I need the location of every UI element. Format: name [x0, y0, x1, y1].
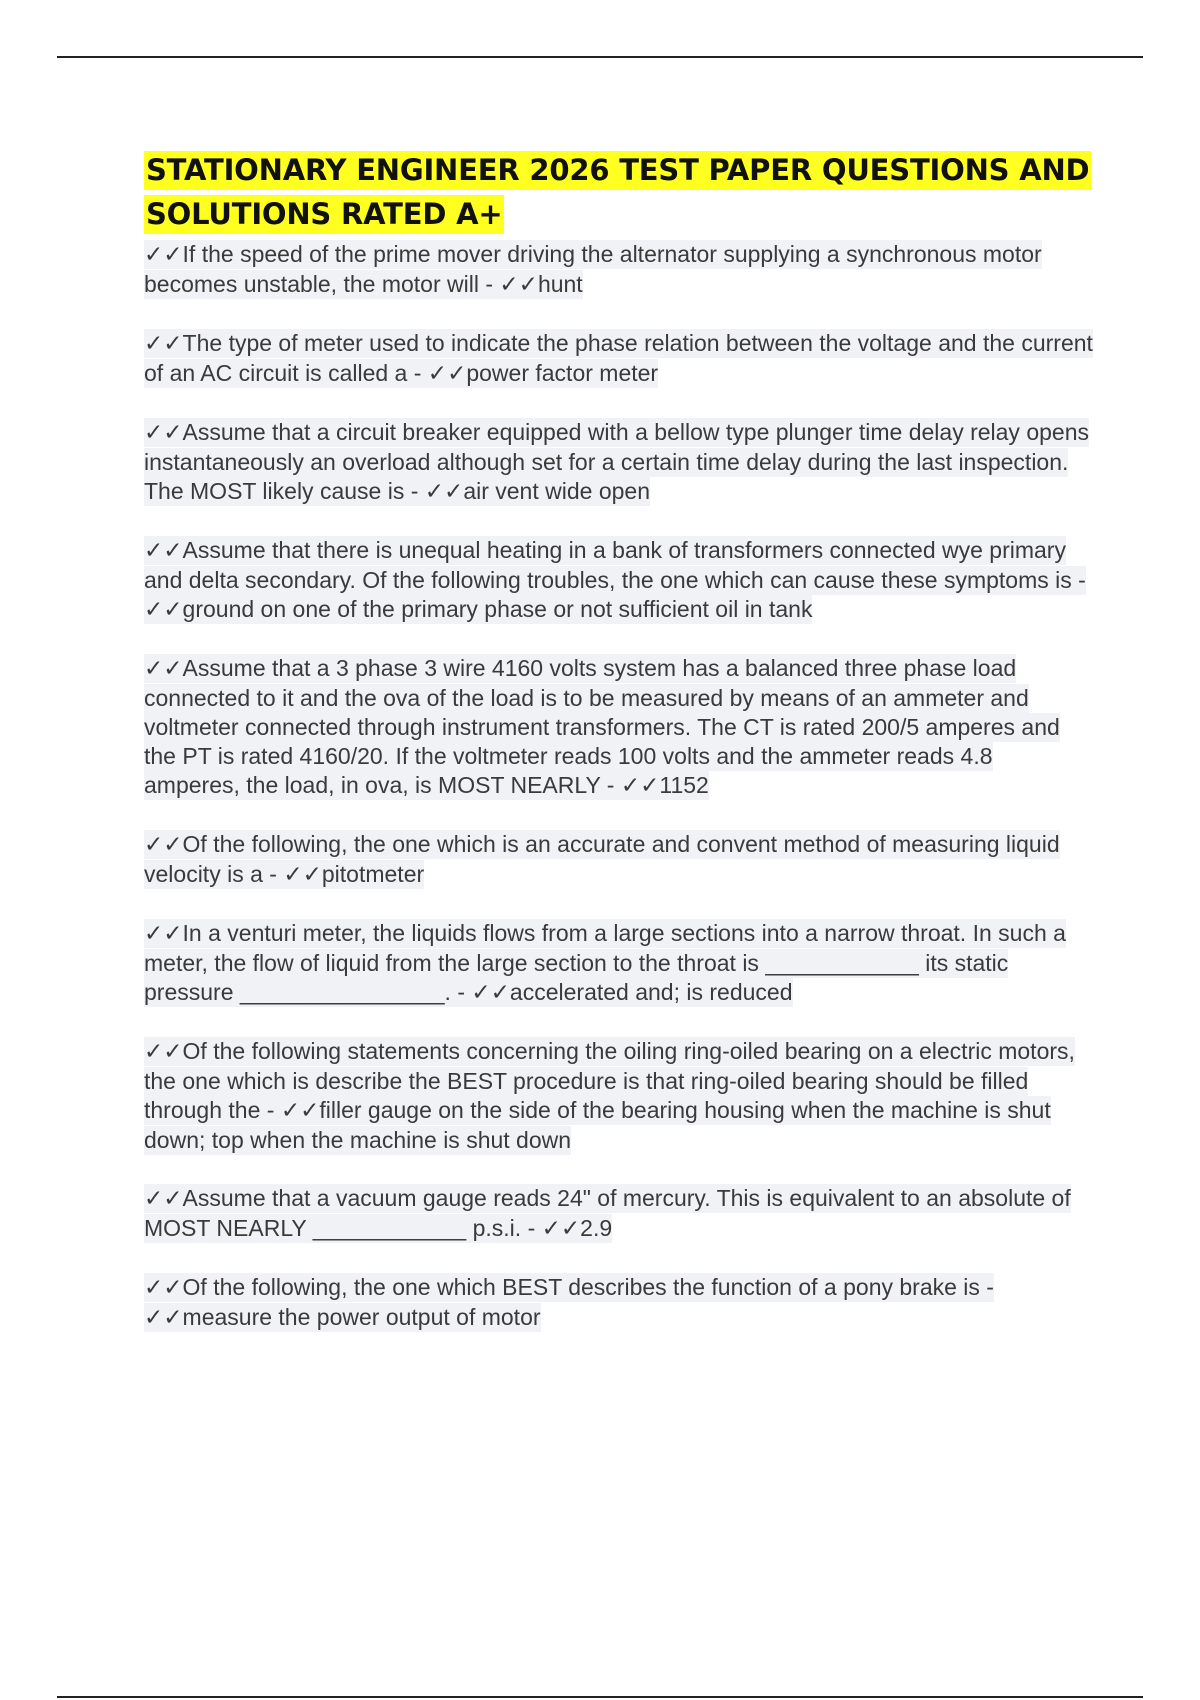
qa-item	[144, 1184, 1094, 1244]
answer-text: ground on one of the primary phase or not sufficient oil in tank	[182, 596, 813, 622]
double-check-icon: ✓✓	[499, 272, 538, 298]
answer-text: 2.9	[580, 1215, 613, 1241]
qa-item	[144, 919, 1094, 1008]
double-check-icon: ✓✓	[427, 361, 467, 387]
bottom-rule	[57, 1696, 1143, 1698]
question-text: Of the following, the one which is an accurate and convent method of measuring liquid velocity is a -	[144, 831, 1060, 887]
answer-text: air vent wide open	[463, 478, 650, 504]
double-check-icon: ✓✓	[144, 1186, 183, 1212]
double-check-icon: ✓✓	[144, 1275, 183, 1301]
double-check-icon: ✓✓	[144, 832, 183, 858]
question-text: The type of meter used to indicate the phase relation between the voltage and the current of an AC circuit is called a -	[144, 330, 1093, 386]
double-check-icon: ✓✓	[144, 597, 183, 623]
qa-item	[144, 329, 1094, 389]
double-check-icon: ✓✓	[144, 420, 183, 446]
top-rule	[57, 56, 1143, 58]
answer-text: hunt	[537, 271, 583, 297]
double-check-icon: ✓✓	[620, 773, 660, 799]
double-check-icon: ✓✓	[471, 980, 510, 1006]
double-check-icon: ✓✓	[144, 538, 183, 564]
document-title: STATIONARY ENGINEER 2026 TEST PAPER QUESTIONS AND SOLUTIONS RATED A+	[144, 148, 1094, 236]
qa-item	[144, 654, 1094, 801]
document-body	[144, 148, 1094, 1362]
answer-text: power factor meter	[466, 360, 659, 386]
answer-text: filler gauge on the side of the bearing housing when the machine is shut down; top when the machine is shut down	[144, 1097, 1051, 1153]
question-text: If the speed of the prime mover driving the alternator supplying a synchronous motor becomes unstable, the motor will -	[144, 241, 1042, 297]
double-check-icon: ✓✓	[541, 1216, 581, 1242]
qa-item	[144, 418, 1094, 507]
double-check-icon: ✓✓	[144, 656, 183, 682]
double-check-icon: ✓✓	[144, 242, 183, 268]
double-check-icon: ✓✓	[144, 1039, 183, 1065]
qa-item	[144, 1037, 1094, 1155]
qa-item	[144, 536, 1094, 625]
question-text: Of the following statements concerning the oiling ring-oiled bearing on a electric motors, the one which is describe the BEST procedure is that ring-oiled bearing should be filled through the -	[144, 1038, 1075, 1123]
double-check-icon: ✓✓	[424, 479, 464, 505]
answer-text: pitotmeter	[321, 861, 425, 887]
question-text: Assume that a 3 phase 3 wire 4160 volts system has a balanced three phase load connected to it and the ova of the load is to be measured by means of an ammeter and voltmeter connected through instrument transformers. The CT is rated 200/5 amperes and the PT is rated 4160/20. If the voltmeter reads 100 volts and the ammeter reads 4.8 amperes, the load, in ova, is MOST NEARLY -	[144, 655, 1060, 798]
double-check-icon: ✓✓	[144, 921, 183, 947]
question-text: In a venturi meter, the liquids flows from a large sections into a narrow throat. In such a meter, the flow of liquid from the large section to the throat is ____________ its static pressure ________________. -	[144, 920, 1066, 1005]
answer-text: accelerated and; is reduced	[509, 979, 793, 1005]
answer-text: measure the power output of motor	[182, 1304, 541, 1330]
question-text: Assume that there is unequal heating in a bank of transformers connected wye primary and delta secondary. Of the following troubles, the one which can cause these symptoms is -	[144, 537, 1086, 593]
question-text: Assume that a circuit breaker equipped with a bellow type plunger time delay relay opens instantaneously an overload although set for a certain time delay during the last inspection. The MOST likely cause is -	[144, 419, 1089, 504]
double-check-icon: ✓✓	[280, 1098, 320, 1124]
qa-item	[144, 1273, 1094, 1333]
answer-text: 1152	[659, 772, 709, 798]
qa-item	[144, 240, 1094, 300]
double-check-icon: ✓✓	[144, 331, 183, 357]
double-check-icon: ✓✓	[283, 862, 322, 888]
question-text: Of the following, the one which BEST describes the function of a pony brake is -	[182, 1274, 994, 1300]
question-text: Assume that a vacuum gauge reads 24" of mercury. This is equivalent to an absolute of MOST NEARLY ____________ p.s.i. -	[144, 1185, 1071, 1241]
double-check-icon: ✓✓	[144, 1305, 183, 1331]
qa-item	[144, 830, 1094, 890]
